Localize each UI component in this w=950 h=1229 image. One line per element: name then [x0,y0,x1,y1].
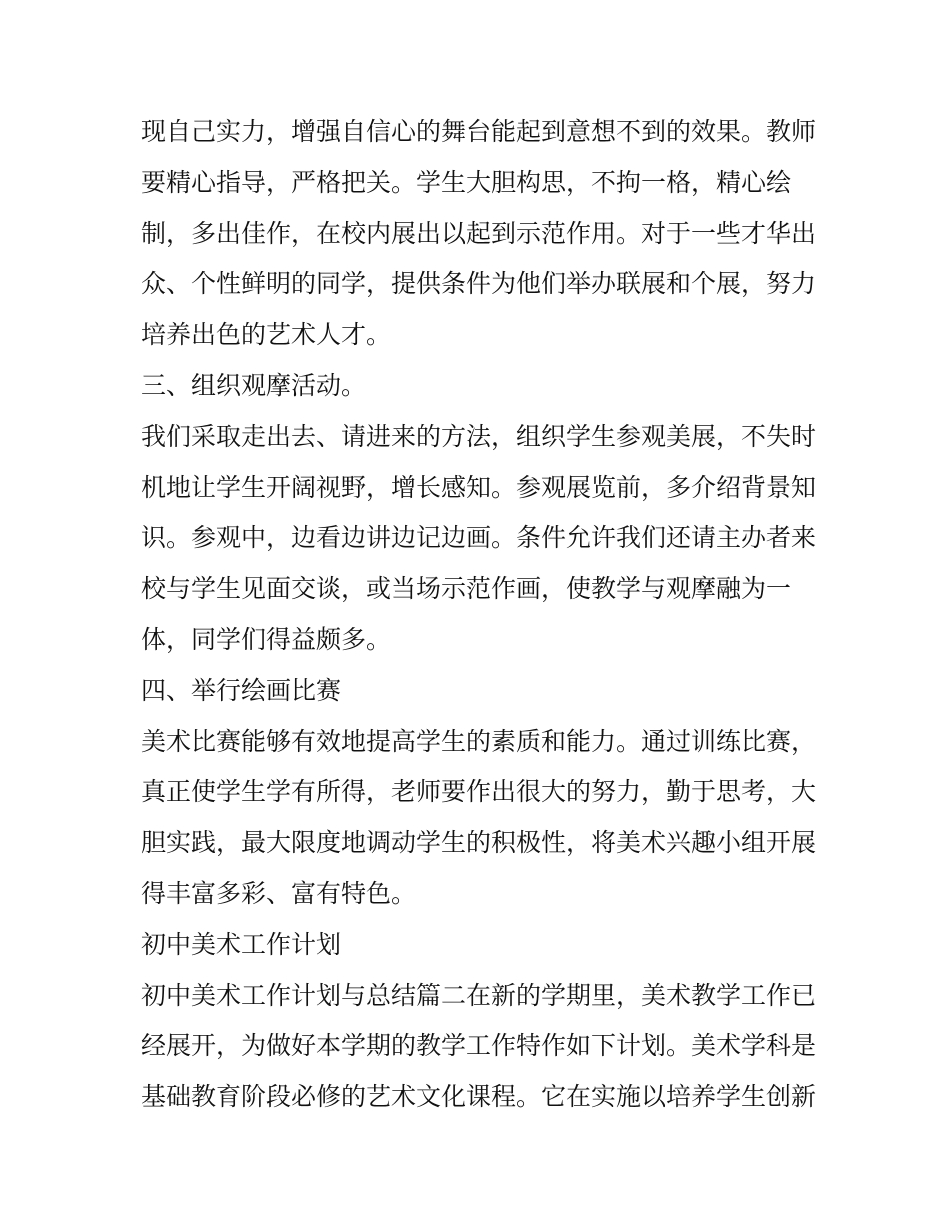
text-line: 胆实践，最大限度地调动学生的积极性，将美术兴趣小组开展 [141,828,817,858]
text-line: 校与学生见面交谈，或当场示范作画，使教学与观摩融为一 [141,574,792,604]
text-line: 我们采取走出去、请进来的方法，组织学生参观美展，不失时 [141,421,817,451]
text-line: 得丰富多彩、富有特色。 [141,878,417,908]
text-line: 机地让学生开阔视野，增长感知。参观展览前，多介绍背景知 [141,472,817,502]
text-line: 美术比赛能够有效地提高学生的素质和能力。通过训练比赛， [141,726,817,756]
text-line: 体，同学们得益颇多。 [141,624,392,654]
text-line: 众、个性鲜明的同学，提供条件为他们举办联展和个展，努力 [141,269,817,299]
section-heading: 初中美术工作计划 [141,929,342,959]
text-line: 要精心指导，严格把关。学生大胆构思，不拘一格，精心绘 [141,167,792,197]
text-line: 培养出色的艺术人才。 [141,320,392,350]
text-line: 现自己实力，增强自信心的舞台能起到意想不到的效果。教师 [141,117,817,146]
text-line: 经展开，为做好本学期的教学工作特作如下计划。美术学科是 [141,1031,817,1061]
text-line: 初中美术工作计划与总结篇二在新的学期里，美术教学工作已 [141,980,817,1010]
section-heading: 三、组织观摩活动。 [141,370,367,400]
section-heading: 四、举行绘画比赛 [141,675,342,705]
text-line: 真正使学生学有所得，老师要作出很大的努力，勤于思考，大 [141,777,817,807]
text-line: 基础教育阶段必修的艺术文化课程。它在实施以培养学生创新 [141,1082,817,1112]
text-line: 制，多出佳作，在校内展出以起到示范作用。对于一些才华出 [141,218,817,248]
document-body [141,107,817,1123]
text-line: 识。参观中，边看边讲边记边画。条件允许我们还请主办者来 [141,523,817,553]
